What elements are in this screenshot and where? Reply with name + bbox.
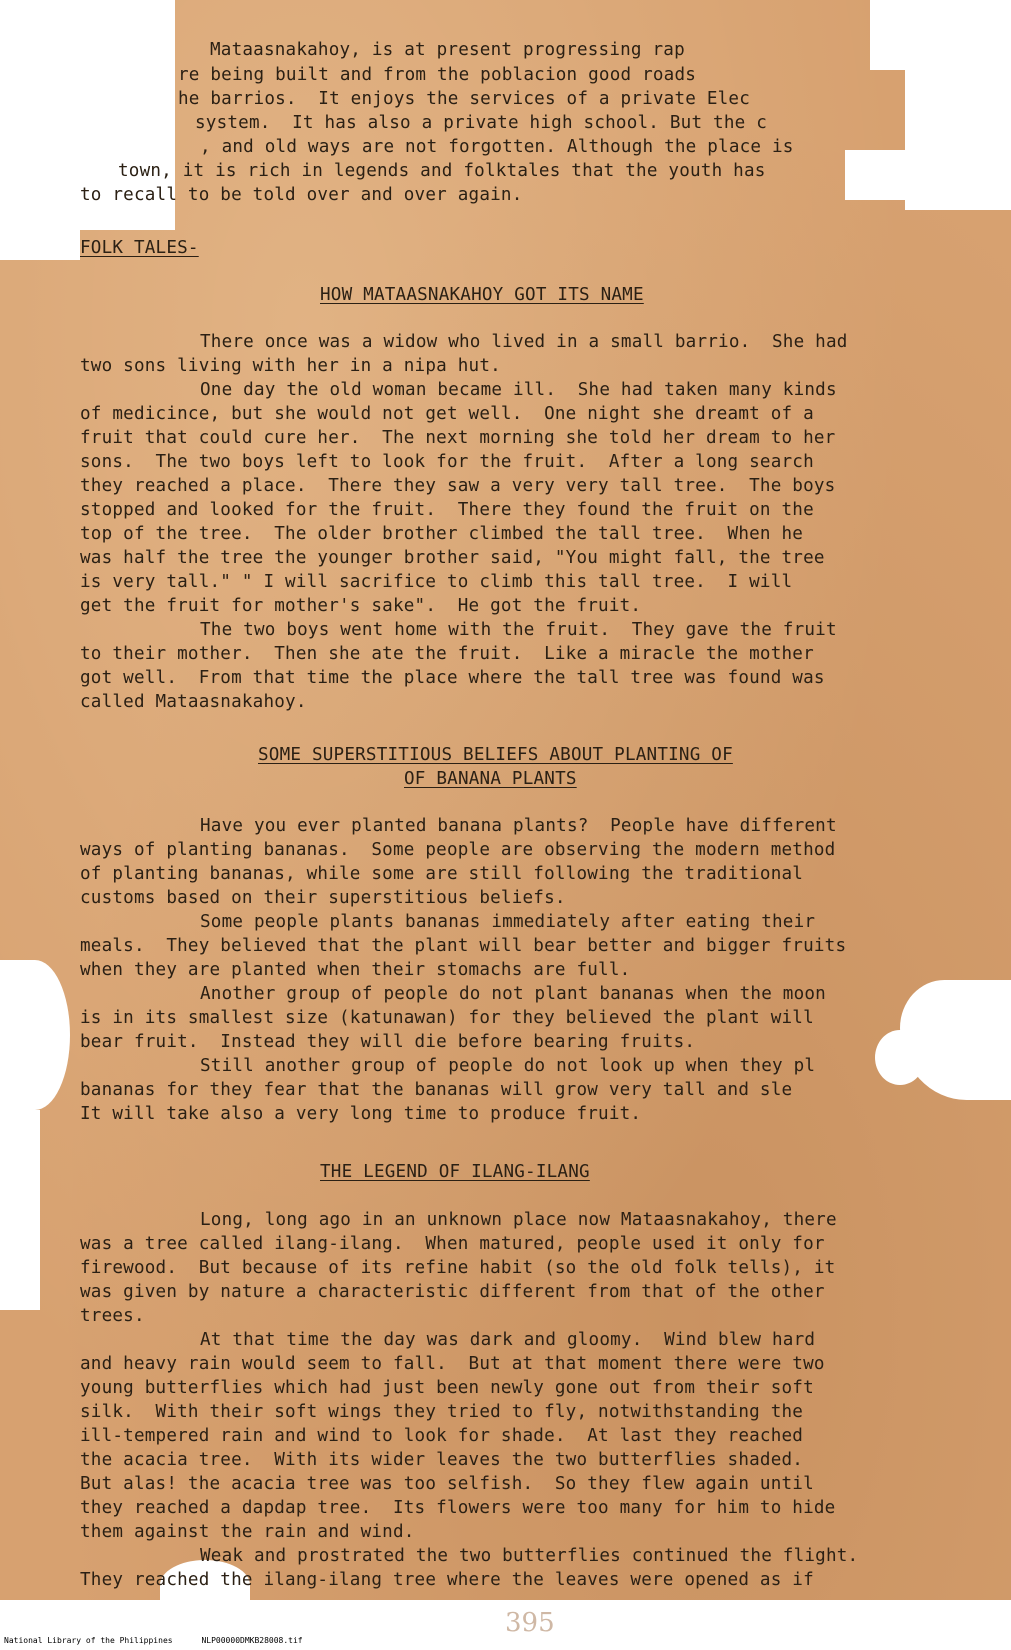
story-line: customs based on their superstitious beliefs.: [80, 888, 566, 908]
intro-line: he barrios. It enjoys the services of a private Elec: [178, 89, 750, 109]
story-line: called Mataasnakahoy.: [80, 692, 307, 712]
story-line: There once was a widow who lived in a small barrio. She had: [200, 332, 848, 352]
story-line: But alas! the acacia tree was too selfish. So they flew again until: [80, 1474, 814, 1494]
story-line: to their mother. Then she ate the fruit. Like a miracle the mother: [80, 644, 814, 664]
story-line: meals. They believed that the plant will bear better and bigger fruits: [80, 936, 847, 956]
story-line: Have you ever planted banana plants? People have different: [200, 816, 837, 836]
story-line: them against the rain and wind.: [80, 1522, 415, 1542]
intro-line: town, it is rich in legends and folktales that the youth has: [118, 161, 766, 181]
story-line: Weak and prostrated the two butterflies continued the flight.: [200, 1546, 859, 1566]
story-line: They reached the ilang-ilang tree where the leaves were opened as if: [80, 1570, 814, 1590]
story-line: trees.: [80, 1306, 145, 1326]
intro-line: , and old ways are not forgotten. Although the place is: [200, 137, 794, 157]
story-line: two sons living with her in a nipa hut.: [80, 356, 501, 376]
story-line: when they are planted when their stomachs are full.: [80, 960, 631, 980]
story-line: Another group of people do not plant bananas when the moon: [200, 984, 826, 1004]
archive-footer: National Library of the Philippines NLP00000DMKB28008.tif: [4, 1636, 303, 1645]
page-number: 395: [505, 1608, 555, 1638]
story-line: young butterflies which had just been newly gone out from their soft: [80, 1378, 814, 1398]
story-line: the acacia tree. With its wider leaves the two butterflies shaded.: [80, 1450, 804, 1470]
section-label: FOLK TALES-: [80, 238, 199, 258]
story-line: fruit that could cure her. The next morning she told her dream to her: [80, 428, 836, 448]
intro-line: Mataasnakahoy, is at present progressing rap: [210, 40, 685, 60]
story-line: bananas for they fear that the bananas will grow very tall and sle: [80, 1080, 793, 1100]
story-line: is very tall." " I will sacrifice to climb this tall tree. I will: [80, 572, 793, 592]
story-line: stopped and looked for the fruit. There they found the fruit on the: [80, 500, 814, 520]
story-line: they reached a dapdap tree. Its flowers were too many for him to hide: [80, 1498, 836, 1518]
story-line: Long, long ago in an unknown place now Mataasnakahoy, there: [200, 1210, 837, 1230]
story-line: Still another group of people do not look up when they pl: [200, 1056, 816, 1076]
story-line: of medicince, but she would not get well. One night she dreamt of a: [80, 404, 814, 424]
intro-line: to recall to be told over and over again.: [80, 185, 523, 205]
story-line: is in its smallest size (katunawan) for they believed the plant will: [80, 1008, 814, 1028]
story-line: At that time the day was dark and gloomy. Wind blew hard: [200, 1330, 816, 1350]
story-title: HOW MATAASNAKAHOY GOT ITS NAME: [320, 285, 644, 305]
story-title: SOME SUPERSTITIOUS BELIEFS ABOUT PLANTING OF: [258, 745, 733, 765]
story-line: ill-tempered rain and wind to look for shade. At last they reached: [80, 1426, 804, 1446]
story-line: sons. The two boys left to look for the fruit. After a long search: [80, 452, 814, 472]
story-line: got well. From that time the place where the tall tree was found was: [80, 668, 825, 688]
story-line: ways of planting bananas. Some people are observing the modern method: [80, 840, 836, 860]
intro-line: re being built and from the poblacion good roads: [178, 65, 697, 85]
intro-line: system. It has also a private high school. But the c: [195, 113, 767, 133]
story-line: One day the old woman became ill. She had taken many kinds: [200, 380, 837, 400]
story-line: top of the tree. The older brother climbed the tall tree. When he: [80, 524, 804, 544]
story-title-cont: OF BANANA PLANTS: [404, 769, 577, 789]
story-line: get the fruit for mother's sake". He got the fruit.: [80, 596, 642, 616]
story-title: THE LEGEND OF ILANG-ILANG: [320, 1162, 590, 1182]
story-line: It will take also a very long time to produce fruit.: [80, 1104, 642, 1124]
story-line: was a tree called ilang-ilang. When matured, people used it only for: [80, 1234, 825, 1254]
story-line: silk. With their soft wings they tried to fly, notwithstanding the: [80, 1402, 804, 1422]
story-line: and heavy rain would seem to fall. But at that moment there were two: [80, 1354, 825, 1374]
story-line: was given by nature a characteristic different from that of the other: [80, 1282, 825, 1302]
story-line: The two boys went home with the fruit. They gave the fruit: [200, 620, 837, 640]
story-line: Some people plants bananas immediately after eating their: [200, 912, 816, 932]
story-line: of planting bananas, while some are still following the traditional: [80, 864, 804, 884]
story-line: they reached a place. There they saw a very very tall tree. The boys: [80, 476, 836, 496]
story-line: was half the tree the younger brother said, "You might fall, the tree: [80, 548, 825, 568]
story-line: firewood. But because of its refine habit (so the old folk tells), it: [80, 1258, 836, 1278]
story-line: bear fruit. Instead they will die before bearing fruits.: [80, 1032, 696, 1052]
